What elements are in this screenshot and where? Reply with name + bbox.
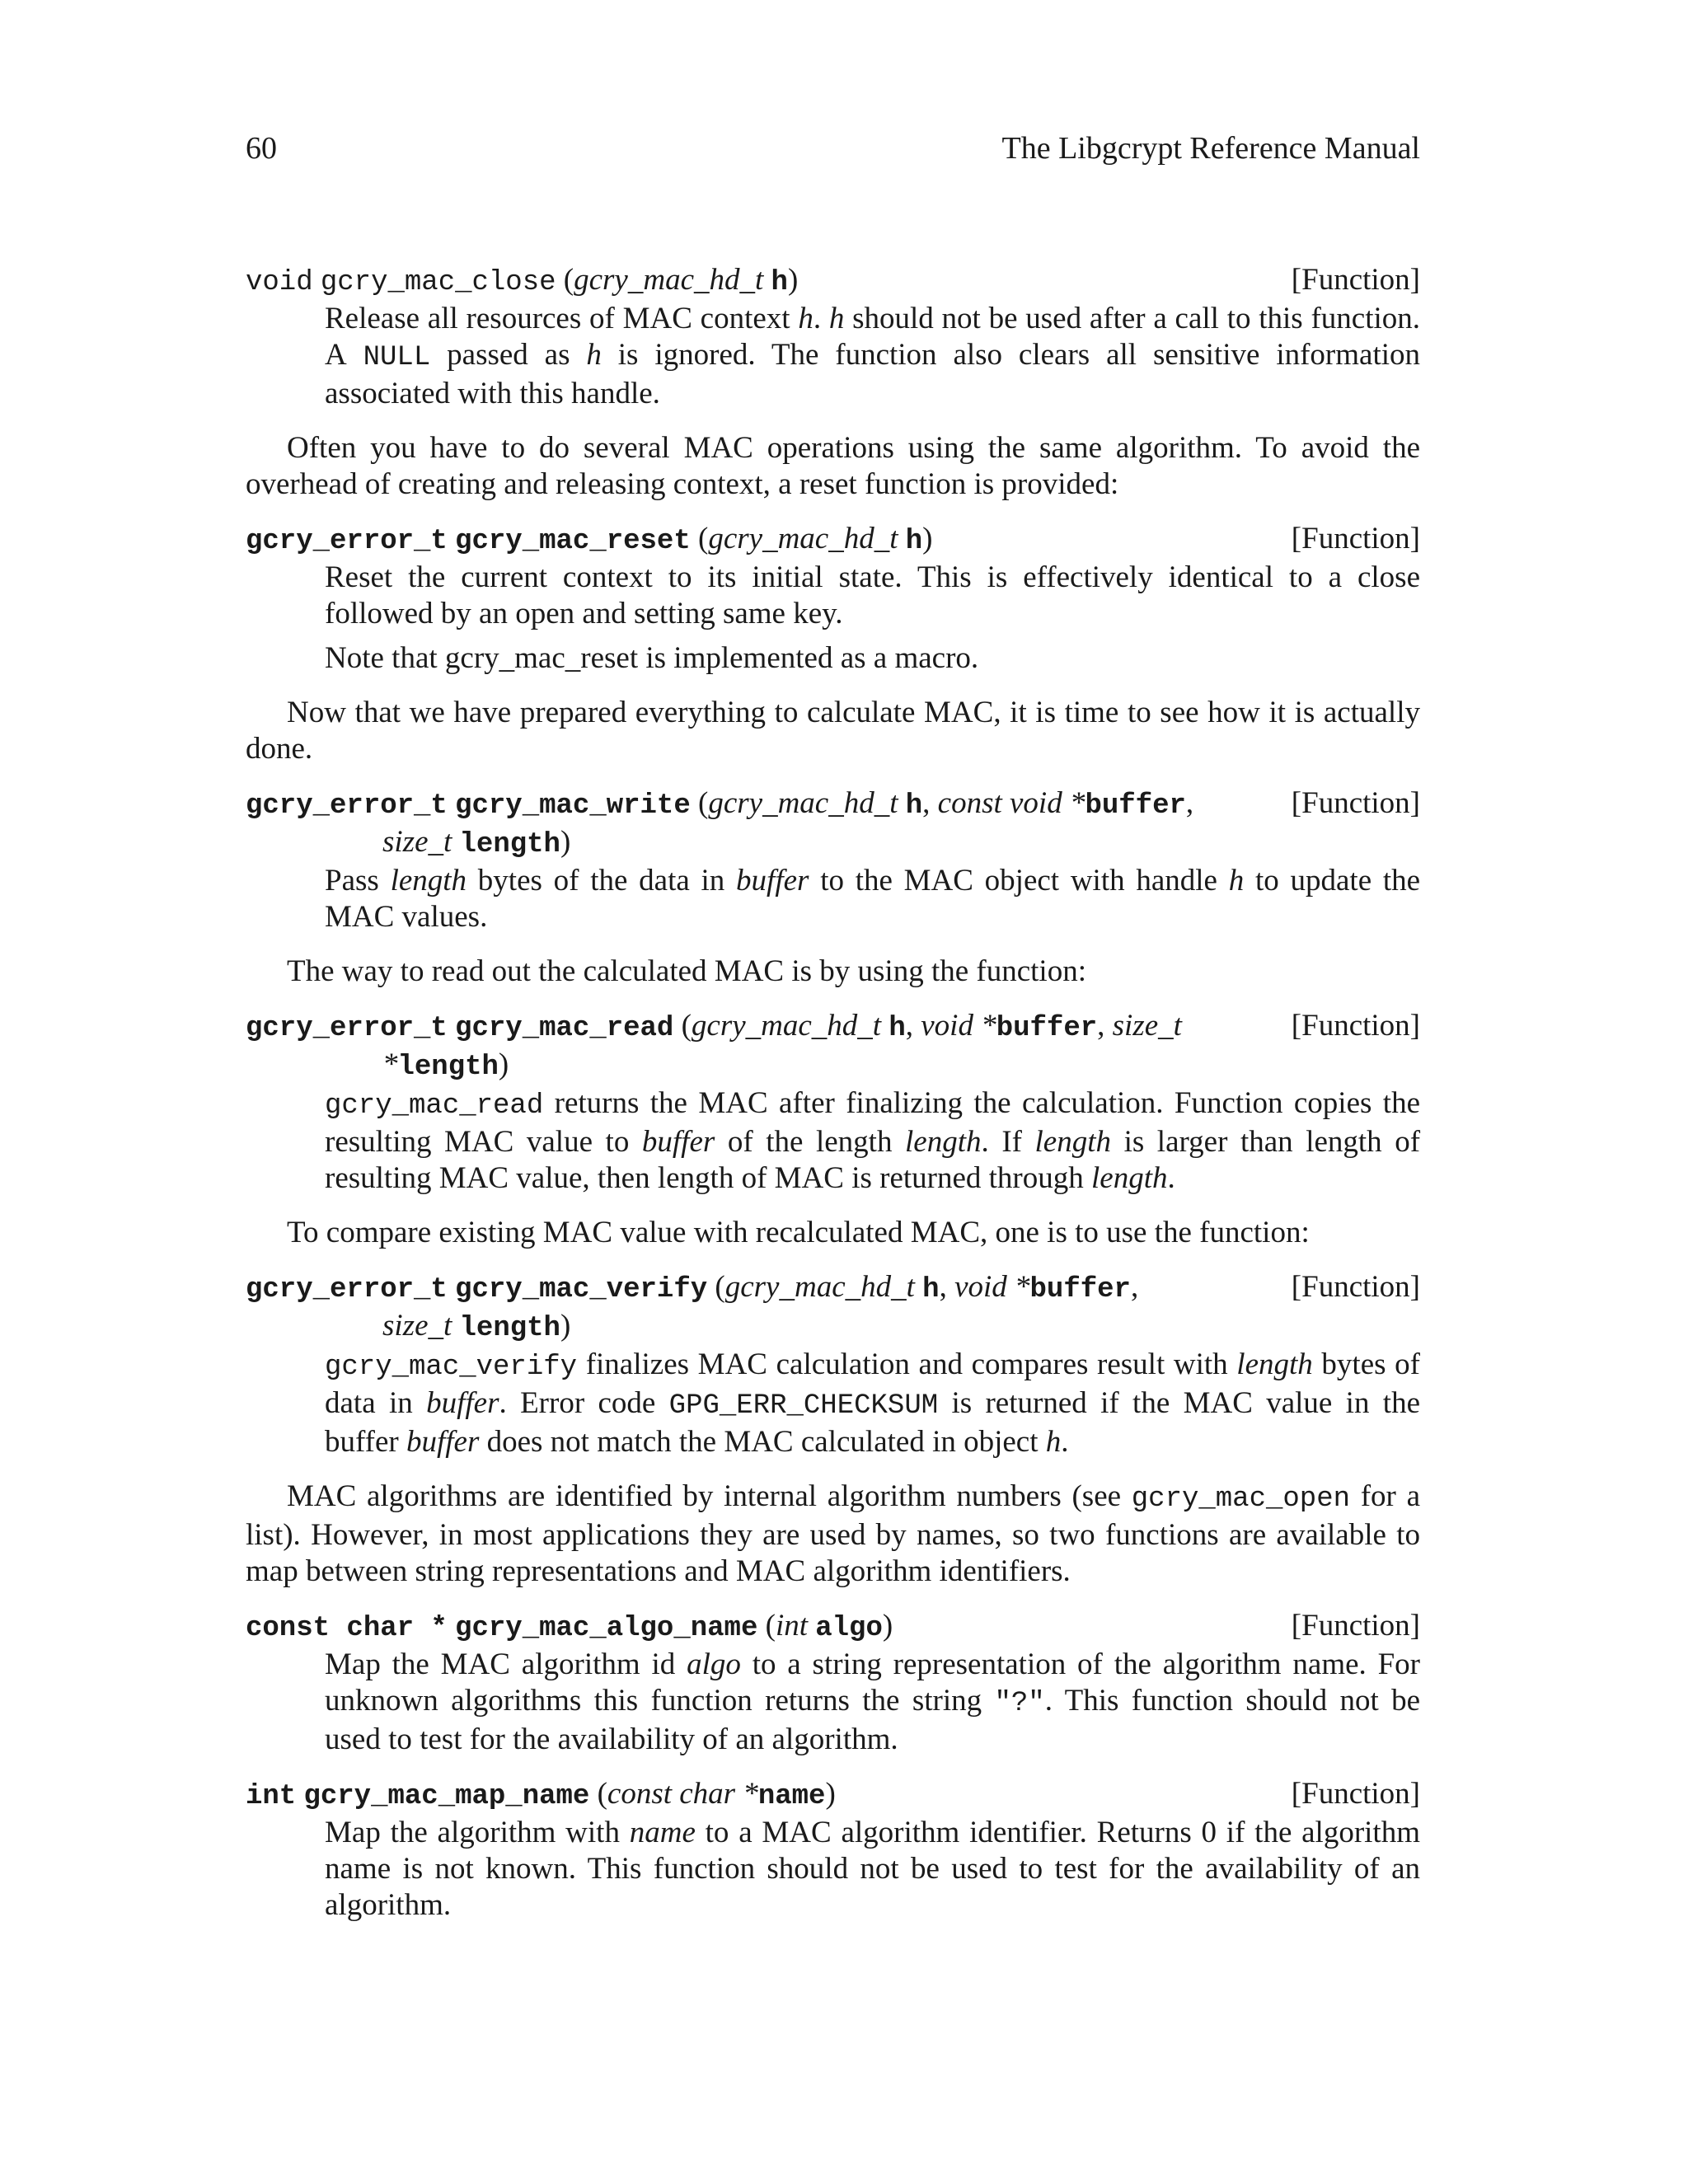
- desc-text: bytes of data in: [325, 1347, 1420, 1420]
- desc-code: "?": [994, 1688, 1045, 1719]
- function-description: [325, 1647, 1420, 1758]
- function-entry-mac-close: [246, 262, 1420, 412]
- body-paragraph: [246, 1479, 1420, 1590]
- desc-text: Reset the current context to its initial state. This is effectively identical to a close followed by an open and setting same key.: [325, 560, 1420, 630]
- desc-text: Map the MAC algorithm id: [325, 1647, 676, 1681]
- page-body: [246, 262, 1420, 1942]
- desc-text: Pass: [325, 864, 379, 898]
- desc-text: to update the MAC values.: [325, 864, 1421, 934]
- param-type: size_t: [382, 825, 452, 859]
- para-text: for a list). However, in most applications they are used by names, so two functions are available to map between string representations and MAC algorithm identifiers.: [246, 1479, 1421, 1588]
- signature-continuation: size_t length): [382, 1309, 571, 1344]
- desc-var: length: [1236, 1347, 1313, 1381]
- desc-text: . If: [981, 1125, 1022, 1159]
- body-paragraph: The way to read out the calculated MAC is by using the function:: [287, 954, 1086, 988]
- cross-reference: gcry_mac_open: [1131, 1483, 1351, 1515]
- function-signature: const char * gcry_mac_algo_name (int algo) [Function]: [246, 1609, 1420, 1644]
- desc-text: passed as: [447, 338, 570, 372]
- desc-text: is returned if the MAC value in the buffer: [325, 1386, 1421, 1459]
- desc-var: length: [1091, 1161, 1168, 1195]
- desc-text: to the MAC object with handle: [820, 864, 1217, 898]
- signature-continuation: *length): [382, 1047, 509, 1083]
- param-name: buffer: [1029, 1274, 1131, 1305]
- function-description: [325, 1347, 1420, 1460]
- desc-text: should not be used after a call to this function. A: [325, 302, 1421, 372]
- desc-var: length: [905, 1125, 982, 1159]
- desc-text: .: [1167, 1161, 1175, 1195]
- desc-text: . This function should not be used to test for the availability of an algorithm.: [325, 1684, 1421, 1756]
- desc-text: .: [813, 302, 822, 335]
- function-entry-mac-map-name: [246, 1776, 1420, 1924]
- function-tag: [Function]: [1291, 786, 1420, 820]
- desc-text: Note that gcry_mac_reset is implemented as a macro.: [325, 641, 979, 675]
- function-entry-mac-reset: [246, 521, 1420, 677]
- desc-text: Map the algorithm with: [325, 1816, 620, 1849]
- desc-text: is ignored. The function also clears all sensitive information associated with this handle.: [325, 338, 1421, 410]
- function-entry-mac-algo-name: [246, 1608, 1420, 1758]
- param-type: gcry_mac_hd_t: [708, 786, 898, 820]
- desc-var: buffer: [641, 1125, 715, 1159]
- function-entry-mac-verify: [246, 1269, 1420, 1460]
- param-name: h: [905, 526, 923, 557]
- para-text: MAC algorithms are identified by internal algorithm numbers (see: [287, 1479, 1122, 1513]
- function-name: gcry_mac_read: [455, 1013, 674, 1044]
- function-signature: gcry_error_t gcry_mac_reset (gcry_mac_hd_t h) [Function]: [246, 522, 1420, 557]
- desc-text: of the length: [727, 1125, 893, 1159]
- desc-var: h: [1228, 864, 1245, 898]
- function-name: gcry_mac_map_name: [303, 1781, 590, 1812]
- function-signature: gcry_error_t gcry_mac_verify (gcry_mac_hd_t h, void *buffer, [Function]: [246, 1270, 1420, 1305]
- param-type: size_t: [382, 1309, 452, 1343]
- function-name: gcry_mac_reset: [455, 526, 691, 557]
- function-description: [325, 301, 1420, 412]
- desc-var: h: [586, 338, 602, 372]
- desc-text: returns the MAC after finalizing the calculation. Function copies the resulting MAC value to: [325, 1086, 1420, 1159]
- return-type: gcry_error_t: [246, 1013, 448, 1044]
- param-type: gcry_mac_hd_t: [574, 263, 764, 297]
- function-signature: void gcry_mac_close (gcry_mac_hd_t h) [Function]: [246, 263, 1420, 298]
- function-signature: int gcry_mac_map_name (const char *name) [Function]: [246, 1777, 1420, 1812]
- desc-code: gcry_mac_verify: [325, 1352, 578, 1383]
- param-name: name: [757, 1781, 826, 1812]
- function-name: gcry_mac_write: [455, 790, 691, 822]
- desc-var: buffer: [426, 1386, 499, 1420]
- desc-var: buffer: [406, 1425, 480, 1459]
- desc-text: .: [1061, 1425, 1069, 1459]
- param-name: buffer: [996, 1013, 1098, 1044]
- param-type: gcry_mac_hd_t: [691, 1009, 882, 1043]
- signature-continuation: size_t length): [382, 825, 571, 860]
- running-title: The Libgcrypt Reference Manual: [1001, 131, 1420, 166]
- function-tag: [Function]: [1291, 263, 1420, 297]
- function-name: gcry_mac_close: [320, 267, 556, 298]
- desc-text: Release all resources of MAC context: [325, 302, 790, 335]
- desc-var: name: [629, 1816, 696, 1849]
- function-tag: [Function]: [1291, 1609, 1420, 1643]
- param-type: const char *: [607, 1777, 758, 1811]
- function-tag: [Function]: [1291, 522, 1420, 555]
- param-name: h: [771, 267, 788, 298]
- param-type: const void *: [937, 786, 1085, 820]
- function-entry-mac-write: [246, 785, 1420, 935]
- desc-var: h: [828, 302, 845, 335]
- desc-text: to a MAC algorithm identifier. Returns 0 if the algorithm name is not known. This function should not be used to test for the availability of an algorithm.: [325, 1816, 1420, 1922]
- return-type: const char *: [246, 1613, 448, 1644]
- param-name: length: [397, 1052, 499, 1083]
- function-tag: [Function]: [1291, 1009, 1420, 1043]
- desc-text: to a string representation of the algorithm name. For unknown algorithms this function returns the string: [325, 1647, 1421, 1718]
- function-signature: gcry_error_t gcry_mac_read (gcry_mac_hd_t h, void *buffer, size_t [Function]: [246, 1009, 1420, 1044]
- function-signature: gcry_error_t gcry_mac_write (gcry_mac_hd_t h, const void *buffer, [Function]: [246, 786, 1420, 822]
- param-type: size_t: [1112, 1009, 1182, 1043]
- body-paragraph: To compare existing MAC value with recalculated MAC, one is to use the function:: [287, 1216, 1310, 1249]
- return-type: void: [246, 267, 313, 298]
- return-type: gcry_error_t: [246, 1274, 448, 1305]
- param-name: buffer: [1085, 790, 1186, 822]
- param-name: h: [889, 1013, 906, 1044]
- function-description: [325, 1815, 1420, 1924]
- param-name: h: [905, 790, 923, 822]
- function-entry-mac-read: [246, 1008, 1420, 1197]
- desc-var: length: [390, 864, 467, 898]
- param-type: int: [775, 1609, 808, 1643]
- desc-code: gcry_mac_read: [325, 1090, 544, 1122]
- desc-var: length: [1034, 1125, 1112, 1159]
- function-tag: [Function]: [1291, 1270, 1420, 1304]
- body-paragraph: Now that we have prepared everything to calculate MAC, it is time to see how it is actually done.: [246, 696, 1420, 766]
- desc-var: algo: [687, 1647, 741, 1681]
- param-type: gcry_mac_hd_t: [708, 522, 898, 555]
- desc-var: h: [798, 302, 814, 335]
- desc-text: . Error code: [499, 1386, 656, 1420]
- page-number: 60: [246, 131, 277, 166]
- function-tag: [Function]: [1291, 1777, 1420, 1811]
- function-name: gcry_mac_algo_name: [455, 1613, 758, 1644]
- return-type: gcry_error_t: [246, 526, 448, 557]
- desc-text: does not match the MAC calculated in object: [486, 1425, 1039, 1459]
- desc-text: finalizes MAC calculation and compares result with: [585, 1347, 1228, 1381]
- function-name: gcry_mac_verify: [455, 1274, 708, 1305]
- param-type: void *: [954, 1270, 1030, 1304]
- desc-var: buffer: [736, 864, 809, 898]
- param-name: length: [459, 1313, 560, 1344]
- desc-text: is larger than length of resulting MAC value, then length of MAC is returned through: [325, 1125, 1421, 1195]
- param-name: h: [922, 1274, 940, 1305]
- function-description: [325, 863, 1420, 935]
- param-name: algo: [815, 1613, 883, 1644]
- desc-code: GPG_ERR_CHECKSUM: [668, 1390, 939, 1422]
- param-type: void *: [921, 1009, 996, 1043]
- function-description: [325, 1085, 1420, 1197]
- pointer-star: *: [382, 1047, 398, 1081]
- return-type: gcry_error_t: [246, 790, 448, 822]
- desc-code: NULL: [363, 342, 431, 373]
- param-name: length: [459, 829, 560, 860]
- desc-text: bytes of the data in: [477, 864, 725, 898]
- function-description: [325, 560, 1420, 677]
- body-paragraph: Often you have to do several MAC operations using the same algorithm. To avoid the overhead of creating and releasing context, a reset function is provided:: [246, 431, 1420, 501]
- return-type: int: [246, 1781, 297, 1812]
- param-type: gcry_mac_hd_t: [724, 1270, 915, 1304]
- desc-var: h: [1045, 1425, 1062, 1459]
